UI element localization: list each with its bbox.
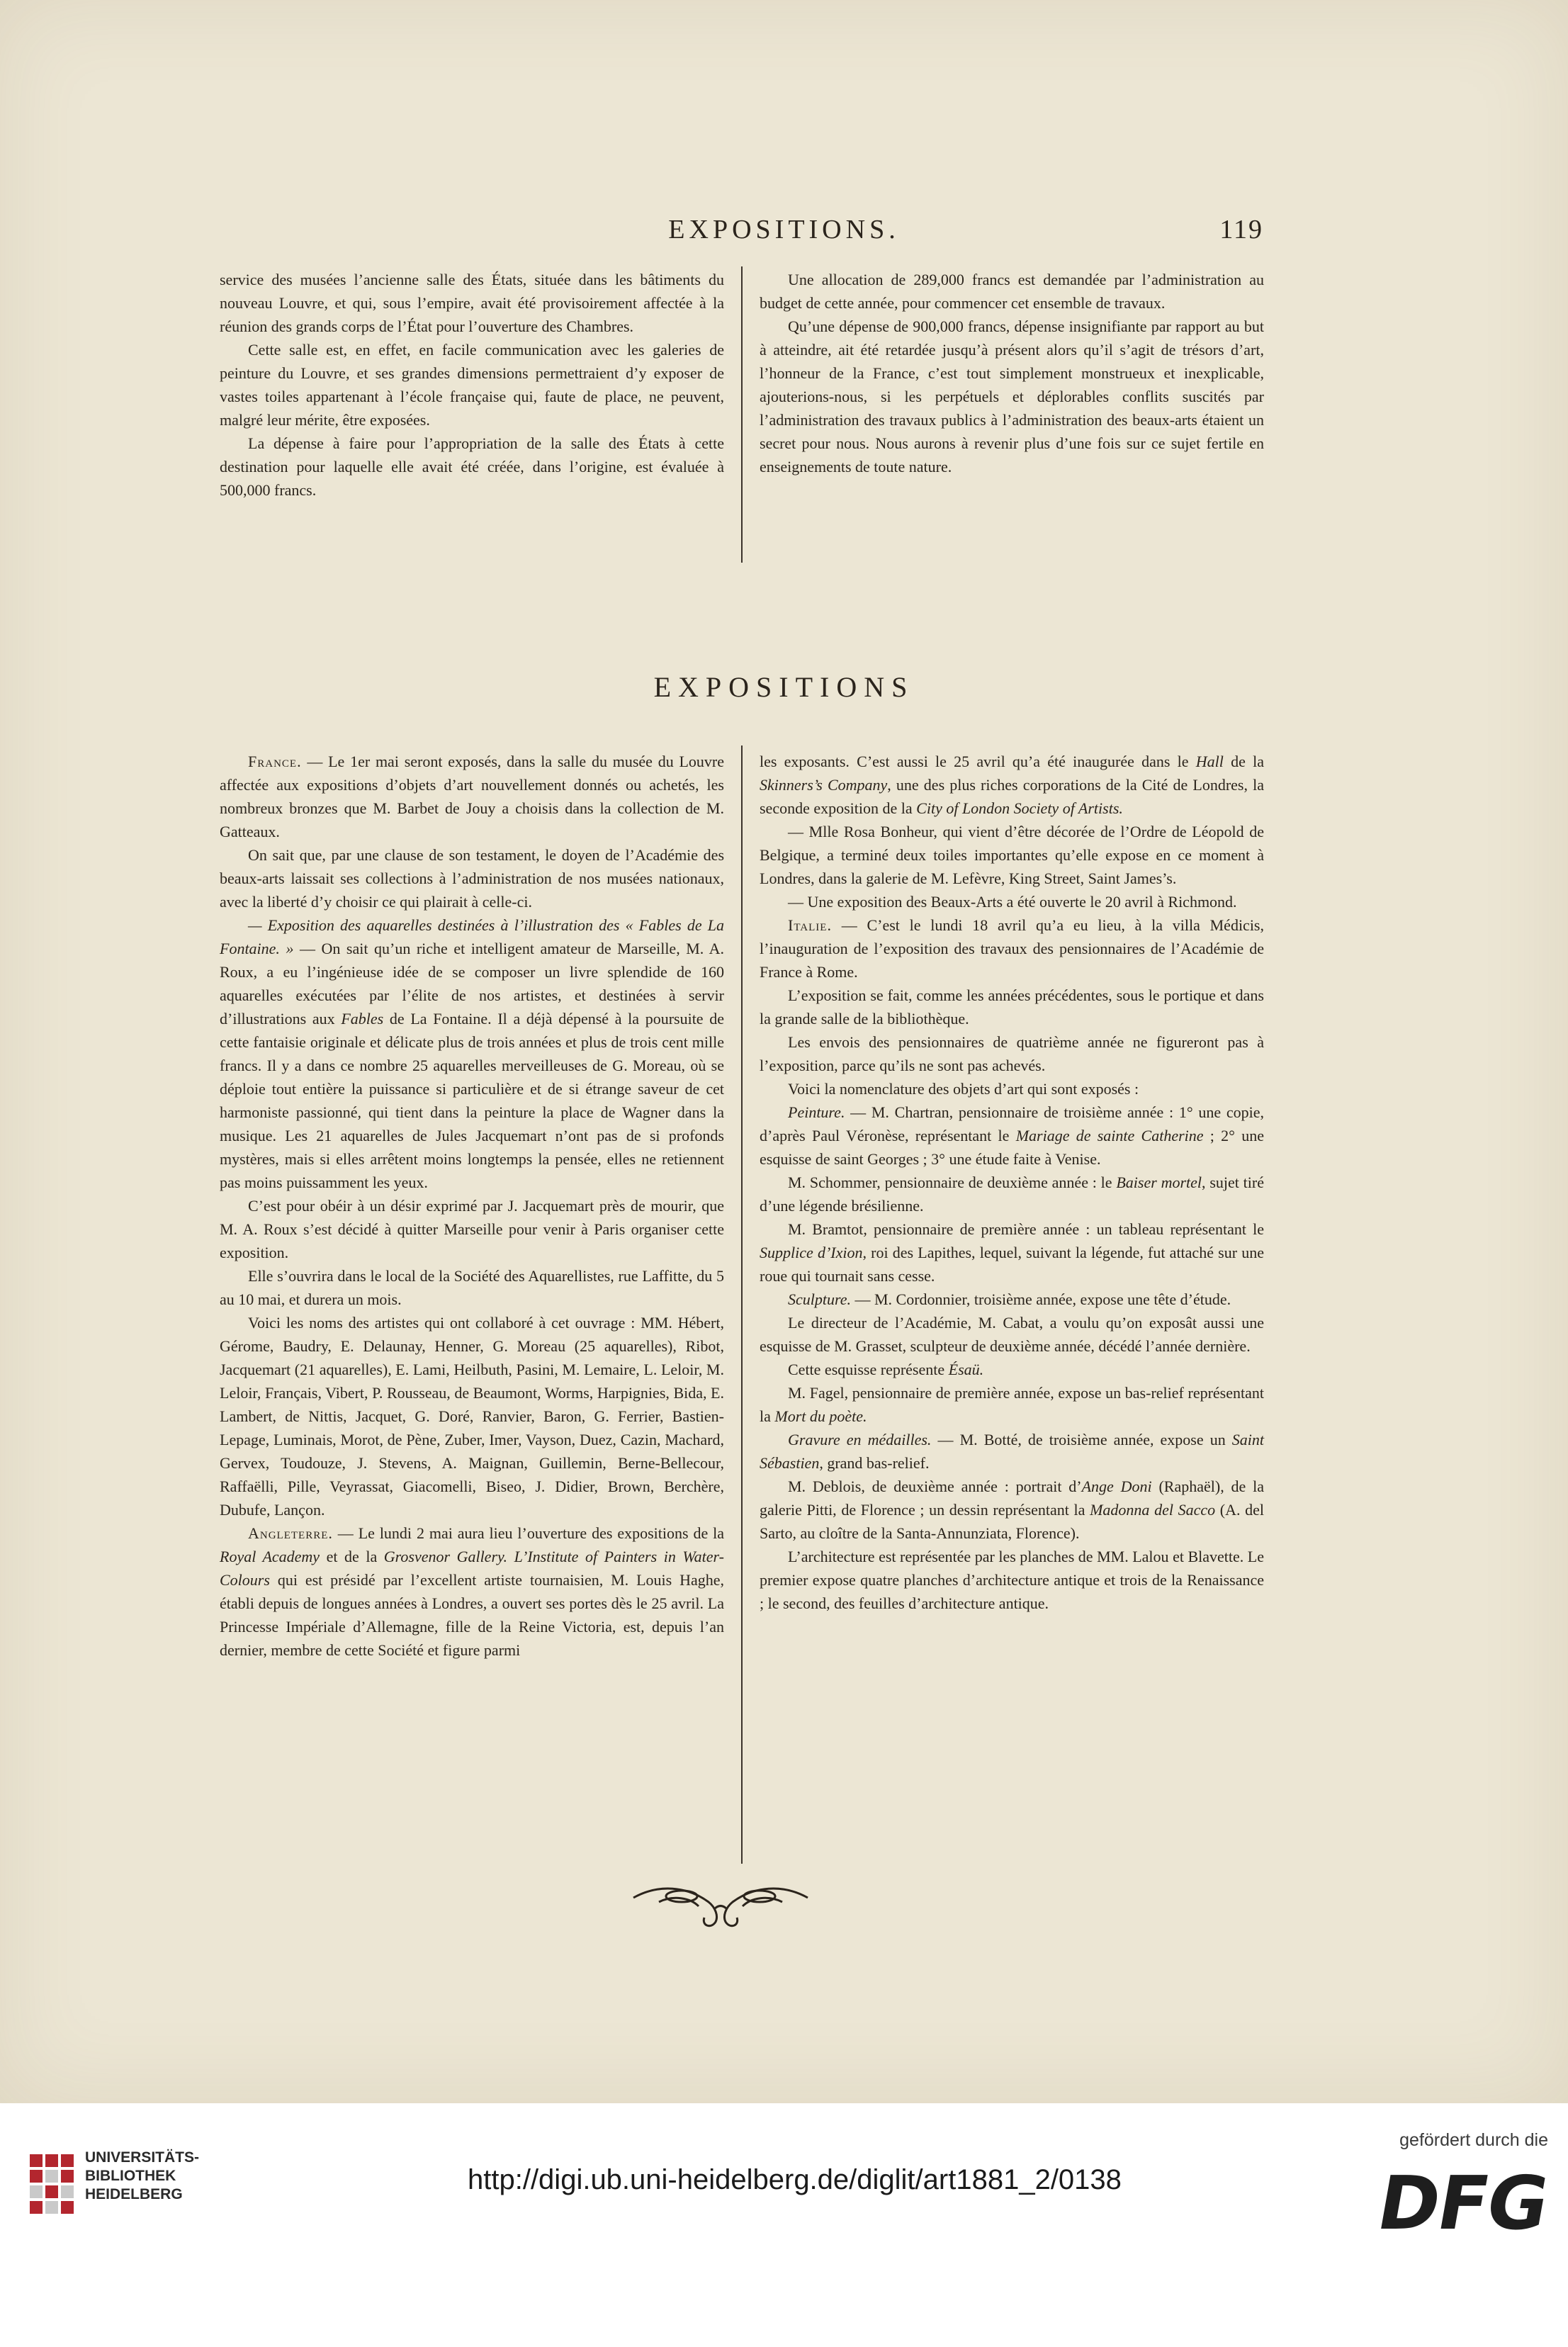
paragraph: Le directeur de l’Académie, M. Cabat, a voulu qu’on exposât aussi une esquisse de M. Grasset, sculpteur de deuxième année, décédé l’année dernière. — [760, 1314, 1264, 1355]
university-library-mark-icon — [27, 2150, 77, 2218]
paragraph-italie: Italie. — C’est le lundi 18 avril qu’a eu lieu, à la villa Médicis, l’inauguration de l’exposition des travaux des pensionnaires de l’Académie de France à Rome. — [760, 916, 1264, 981]
paragraph: L’architecture est représentée par les planches de MM. Lalou et Blavette. Le premier expose quatre planches d’architecture antique et trois de la Renaissance ; le second, des feuilles d’architecture antique. — [760, 1548, 1264, 1612]
digitization-footer — [0, 2103, 1568, 2347]
main-right-column — [760, 750, 1264, 1615]
column-rule — [741, 266, 743, 563]
running-title: EXPOSITIONS. — [668, 215, 900, 244]
paragraph: L’exposition se fait, comme les années précédentes, sous le portique et dans la grande salle de la bibliothèque. — [760, 986, 1264, 1028]
paragraph: On sait que, par une clause de son testament, le doyen de l’Académie des beaux-arts laissait ses collections à l’administration de nos musées nationaux, avec la liberté d’y choisir ce qui plairait à celle-ci. — [220, 846, 724, 911]
paragraph: M. Schommer, pensionnaire de deuxième année : le Baiser mortel, sujet tiré d’une légende brésilienne. — [760, 1174, 1264, 1215]
country-label: Italie. — [788, 916, 832, 934]
paragraph-france: France. — Le 1er mai seront exposés, dans la salle du musée du Louvre affectée aux expositions d’objets d’art nouvellement donnés ou achetés, les nombreux bronzes que M. Barbet de Jouy a choisis dans la collection de M. Gatteaux. — [220, 753, 724, 840]
permalink-url[interactable]: http://digi.ub.uni-heidelberg.de/diglit/art1881_2/0138 — [468, 2164, 1122, 2195]
paragraph: Peinture. — M. Chartran, pensionnaire de troisième année : 1° une copie, d’après Paul Véronèse, représentant le Mariage de sainte Catherine ; 2° une esquisse de saint Georges ; 3° une étude faite à Venise. — [760, 1103, 1264, 1168]
floral-scroll-ornament-icon — [631, 1876, 811, 1933]
paragraph: — Une exposition des Beaux-Arts a été ouverte le 20 avril à Richmond. — [788, 893, 1237, 911]
running-head — [0, 214, 1568, 257]
paragraph: Gravure en médailles. — M. Botté, de troisième année, expose un Saint Sébastien, grand bas-relief. — [760, 1431, 1264, 1472]
dfg-logo[interactable]: DFG — [1371, 2160, 1555, 2246]
paragraph: — Exposition des aquarelles destinées à l’illustration des « Fables de La Fontaine. » — On sait qu’un riche et intelligent amateur de Marseille, M. A. Roux, a eu l’ingénieuse idée de se composer un livre splendide de 160 aquarelles exécutées par l’élite de nos artistes, et destinées à servir d’illustrations aux Fables de La Fontaine. Il a déjà dépensé à la poursuite de cette fantaisie originale et délicate plus de trois années et plus de trois cent mille francs. Il y a dans ce nombre 25 aquarelles merveilleuses de G. Moreau, où se déploie tout entière la puissance si particulière et de si étrange saveur de cet harmoniste passionné, qui tient dans la peinture la place de Wagner dans la musique. Les 21 aquarelles de Jules Jacquemart n’ont pas de si profonds mystères, mais si elles arrêtent moins longtemps la pensée, elles ne retiennent pas moins puissamment les yeux. — [220, 916, 724, 1191]
library-name: UNIVERSITÄTS- BIBLIOTHEK HEIDELBERG — [85, 2149, 200, 2202]
paragraph: M. Fagel, pensionnaire de première année, expose un bas-relief représentant la Mort du poète. — [760, 1384, 1264, 1425]
paragraph: M. Bramtot, pensionnaire de première année : un tableau représentant le Supplice d’Ixion, roi des Lapithes, lequel, suivant la légende, fut attaché sur une roue qui tournait sans cesse. — [760, 1220, 1264, 1285]
paragraph: Sculpture. — M. Cordonnier, troisième année, expose une tête d’étude. — [788, 1290, 1231, 1308]
paragraph: Voici les noms des artistes qui ont collaboré à cet ouvrage : MM. Hébert, Gérome, Baudry, E. Delaunay, Henner, G. Moreau (25 aquarelles), Ribot, Jacquemart (21 aquarelles), E. Lami, Heilbuth, Pasini, M. Lemaire, L. Leloir, M. Leloir, Français, Vibert, P. Rousseau, de Beaumont, Worms, Harpignies, Bida, E. Lambert, de Nittis, Jacquet, G. Doré, Ranvier, Baron, G. Ferrier, Bastien-Lepage, Luminais, Morot, de Pène, Zuber, Imer, Vayson, Duez, Cazin, Machard, Gervex, Toudouze, J. Stevens, A. Maignan, Guillemin, Berne-Bellecour, Raffaëlli, Pille, Veyrassat, Giacomelli, Biseo, J. Didier, Brown, Berchère, Dubufe, Lançon. — [220, 1314, 724, 1519]
paragraph: — Mlle Rosa Bonheur, qui vient d’être décorée de l’Ordre de Léopold de Belgique, a terminé deux toiles importantes qu’elle expose en ce moment à Londres, dans la galerie de M. Lefèvre, King Street, Saint James’s. — [760, 823, 1264, 887]
library-logo[interactable] — [27, 2144, 211, 2229]
column-rule — [741, 745, 743, 1864]
section-title: EXPOSITIONS — [653, 671, 915, 703]
page-number: 119 — [1219, 215, 1263, 244]
country-label: France. — [248, 753, 302, 770]
paragraph: Qu’une dépense de 900,000 francs, dépense insignifiante par rapport au but à atteindre, ait été retardée jusqu’à présent alors qu’il s’agit de trésors d’art, l’honneur de la France, c’est tout simplement monstrueux et inexplicable, ajouterions-nous, si les perpétuels et déplorables conflits suscités par l’administration des travaux publics à l’administration des beaux-arts étaient un secret pour nous. Nous aurons à revenir plus d’une fois sur ce sujet fertile en enseignements de toute nature. — [760, 317, 1264, 475]
paragraph: M. Deblois, de deuxième année : portrait d’Ange Doni (Raphaël), de la galerie Pitti, de Florence ; un dessin représentant la Madonna del Sacco (A. del Sarto, au cloître de la Santa-Annunziata, Florence). — [760, 1478, 1265, 1542]
funding-caption: gefördert durch die — [1399, 2130, 1548, 2150]
paragraph-angleterre: Angleterre. — Le lundi 2 mai aura lieu l’ouverture des expositions de la Royal Academy et de la Grosvenor Gallery. L’Institute of Painters in Water-Colours qui est présidé par l’excellent artiste tournaisien, M. Louis Haghe, établi depuis de longues années à Londres, a ouvert ses portes dès le 25 avril. La Princesse Impériale d’Allemagne, fille de la Reine Victoria, est, depuis l’an dernier, membre de cette Société et figure parmi — [220, 1524, 724, 1659]
paragraph: Les envois des pensionnaires de quatrième année ne figureront pas à l’exposition, parce qu’ils ne sont pas achevés. — [760, 1033, 1264, 1074]
paragraph: service des musées l’ancienne salle des États, située dans les bâtiments du nouveau Louvre, et qui, sous l’empire, avait été provisoirement affectée à la réunion des grands corps de l’État pour l’ouverture des Chambres. — [220, 271, 724, 335]
paragraph: Voici la nomenclature des objets d’art qui sont exposés : — [788, 1080, 1139, 1098]
country-label: Angleterre. — [248, 1524, 333, 1542]
main-left-column — [220, 750, 724, 1662]
paragraph: La dépense à faire pour l’appropriation de la salle des États à cette destination pour laquelle elle avait été créée, dans l’origine, est évaluée à 500,000 francs. — [220, 434, 724, 499]
top-right-column — [760, 268, 1264, 478]
paragraph: Elle s’ouvrira dans le local de la Société des Aquarellistes, rue Laffitte, du 5 au 10 mai, et durera un mois. — [220, 1267, 724, 1308]
paragraph: C’est pour obéir à un désir exprimé par J. Jacquemart près de mourir, que M. A. Roux s’est décidé à quitter Marseille pour venir à Paris organiser cette exposition. — [220, 1197, 724, 1261]
paragraph: Cette esquisse représente Ésaü. — [788, 1361, 984, 1378]
paragraph: Une allocation de 289,000 francs est demandée par l’administration au budget de cette année, pour commencer cet ensemble de travaux. — [760, 271, 1264, 312]
paragraph: les exposants. C’est aussi le 25 avril qu’a été inaugurée dans le Hall de la Skinners’s Company, une des plus riches corporations de la Cité de Londres, la seconde exposition de la City of London Society of Artists. — [760, 753, 1264, 817]
top-left-column — [220, 268, 724, 502]
paragraph: Cette salle est, en effet, en facile communication avec les galeries de peinture du Louvre, et ses grandes dimensions permettraient d’y exposer de vastes toiles appartenant à l’école française qui, faute de place, ne peuvent, malgré leur mérite, être exposées. — [220, 341, 724, 429]
